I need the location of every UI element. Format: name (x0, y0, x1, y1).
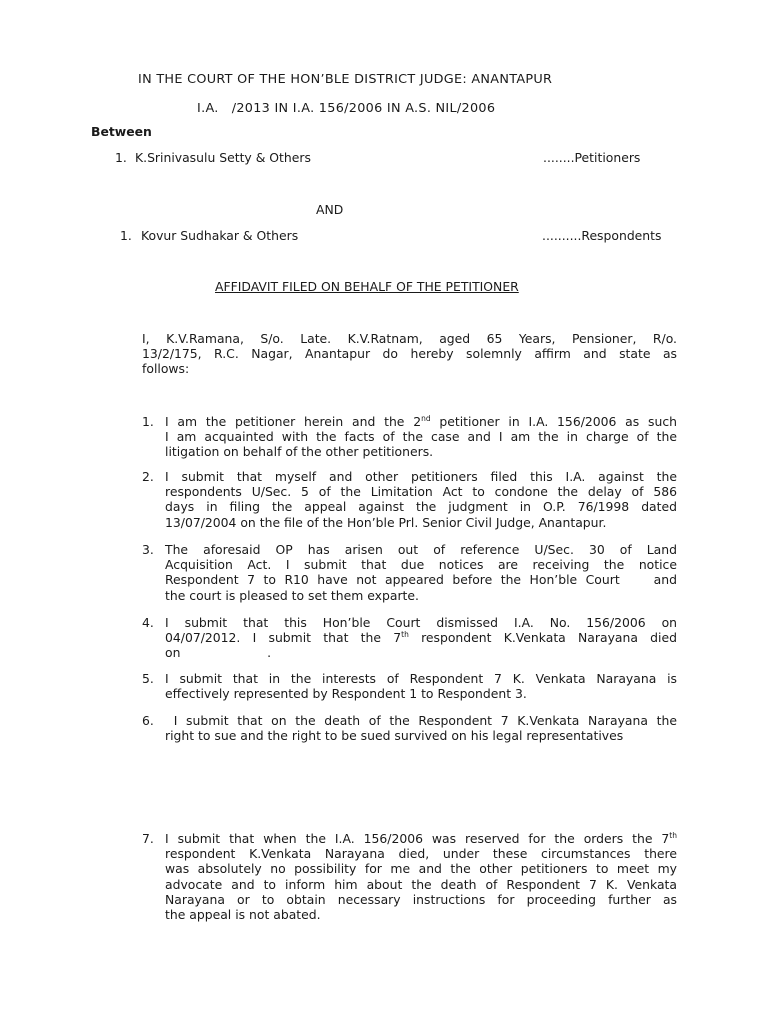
between-label: Between (91, 124, 152, 139)
paragraph-line: I submit that in the interests of Respondent 7 K. Venkata Narayana is (165, 671, 677, 686)
paragraph-1 (165, 414, 677, 460)
court-heading: IN THE COURT OF THE HON’BLE DISTRICT JUDGE: ANANTAPUR (138, 72, 553, 87)
intro-line: 13/2/175, R.C. Nagar, Anantapur do hereby solemnly affirm and state as (142, 346, 677, 362)
petitioner-role: ........Petitioners (543, 150, 641, 165)
respondent-number: 1. (120, 228, 132, 243)
paragraph-number: 1. (142, 414, 154, 429)
case-number: I.A. /2013 IN I.A. 156/2006 IN A.S. NIL/2006 (197, 101, 496, 116)
paragraph-line: 04/07/2012. I submit that the 7th respondent K.Venkata Narayana died (165, 630, 677, 646)
and-label: AND (316, 202, 344, 217)
petitioner-name: K.Srinivasulu Setty & Others (135, 150, 311, 165)
paragraph-line: effectively represented by Respondent 1 to Respondent 3. (165, 686, 527, 702)
paragraph-line: advocate and to inform him about the death of Respondent 7 K. Venkata (165, 876, 677, 892)
paragraph-4 (165, 615, 677, 661)
paragraph-line: Acquisition Act. I submit that due notices are receiving the notice (165, 557, 677, 573)
paragraph-line: I am acquainted with the facts of the case and I am the in charge of the (165, 429, 677, 445)
intro-paragraph (142, 331, 677, 377)
paragraph-6 (165, 713, 677, 743)
paragraph-line: Respondent 7 to R10 have not appeared before the Hon’ble Court and (165, 572, 677, 588)
paragraph-line: the appeal is not abated. (165, 907, 321, 923)
paragraph-line: I submit that on the death of the Respondent 7 K.Venkata Narayana the (165, 713, 677, 728)
paragraph-line: Narayana or to obtain necessary instructions for proceeding further as (165, 891, 677, 907)
paragraph-line: 13/07/2004 on the file of the Hon’ble Prl. Senior Civil Judge, Anantapur. (165, 514, 607, 530)
paragraph-line: I am the petitioner herein and the 2nd petitioner in I.A. 156/2006 as such (165, 414, 677, 429)
respondent-role: ..........Respondents (542, 228, 662, 243)
paragraph-number: 3. (142, 542, 154, 557)
paragraph-line: The aforesaid OP has arisen out of reference U/Sec. 30 of Land (165, 542, 677, 557)
paragraph-line: I submit that when the I.A. 156/2006 was reserved for the orders the 7th (165, 831, 677, 846)
affidavit-title: AFFIDAVIT FILED ON BEHALF OF THE PETITIONER (215, 279, 519, 294)
paragraph-7 (165, 831, 677, 922)
intro-line: I, K.V.Ramana, S/o. Late. K.V.Ratnam, aged 65 Years, Pensioner, R/o. (142, 331, 677, 346)
paragraph-line: was absolutely no possibility for me and the other petitioners to meet my (165, 861, 677, 877)
ordinal-suffix: th (401, 630, 409, 640)
paragraph-number: 4. (142, 615, 154, 630)
paragraph-number: 7. (142, 831, 154, 846)
paragraph-line: the court is pleased to set them exparte. (165, 587, 419, 603)
intro-line: follows: (142, 361, 190, 377)
respondent-name: Kovur Sudhakar & Others (141, 228, 299, 243)
paragraph-line: right to sue and the right to be sued survived on his legal representatives (165, 728, 624, 744)
paragraph-line: on . (165, 645, 272, 661)
paragraph-number: 5. (142, 671, 154, 686)
paragraph-line: I submit that myself and other petitioners filed this I.A. against the (165, 469, 677, 484)
paragraph-number: 6. (142, 713, 154, 728)
paragraph-number: 2. (142, 469, 154, 484)
paragraph-2 (165, 469, 677, 530)
paragraph-line: I submit that this Hon’ble Court dismissed I.A. No. 156/2006 on (165, 615, 677, 630)
paragraph-line: days in filing the appeal against the judgment in O.P. 76/1998 dated (165, 499, 677, 515)
paragraph-line: litigation on behalf of the other petitioners. (165, 444, 434, 460)
paragraph-3 (165, 542, 677, 603)
ordinal-suffix: nd (421, 414, 431, 423)
paragraph-line: respondent K.Venkata Narayana died, under these circumstances there (165, 846, 677, 862)
petitioner-number: 1. (115, 150, 127, 165)
paragraph-5 (165, 671, 677, 701)
paragraph-line: respondents U/Sec. 5 of the Limitation Act to condone the delay of 586 (165, 484, 677, 500)
ordinal-suffix: th (669, 831, 677, 840)
